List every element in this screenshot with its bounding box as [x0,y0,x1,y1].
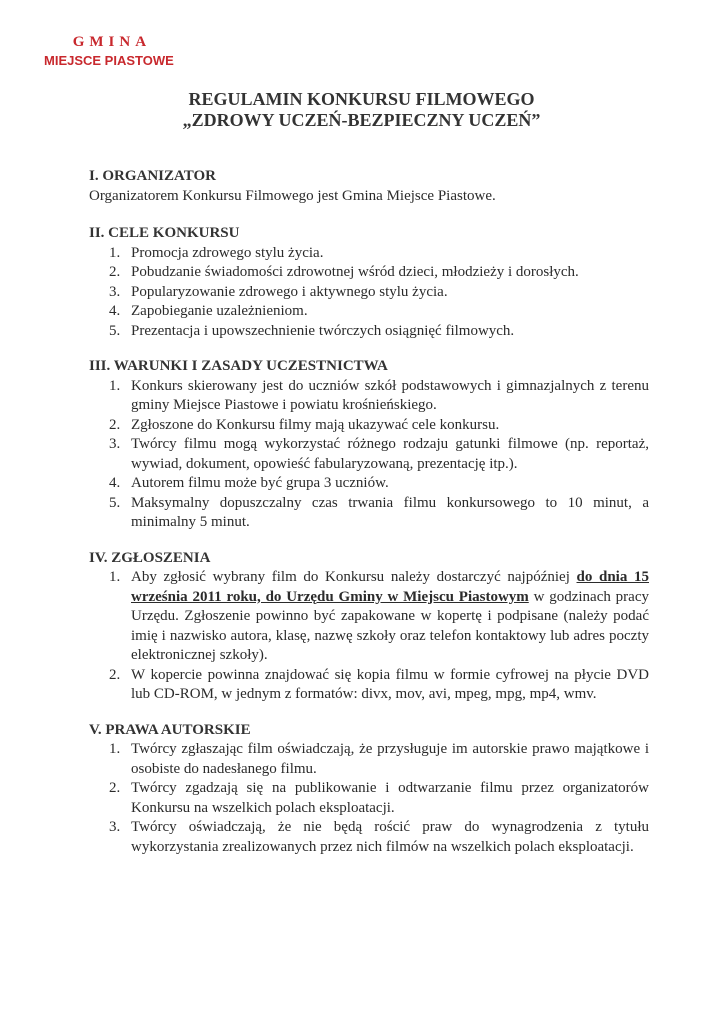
list-item: 5. Maksymalny dopuszczalny czas trwania filmu konkursowego to 10 minut, a minimalny 5 minut. [109,494,649,530]
list-item: 3. Twórcy filmu mogą wykorzystać różnego rodzaju gatunki filmowe (np. reportaż, wywiad, dokument, opowieść fabularyzowaną, prezentację itp.). [109,436,649,472]
deadline-highlight: do dnia 15 września 2011 roku, do Urzędu Gminy w Miejscu Piastowym [131,569,649,605]
stamp-municipality-name: MIEJSCE PIASTOWE [44,53,174,68]
section-organizer-heading: I. ORGANIZATOR [89,168,216,184]
list-item: 2. Zgłoszone do Konkursu filmy mają ukazywać cele konkursu. [109,416,500,433]
regulations-body [89,167,649,857]
list-item: 1. Aby zgłosić wybrany film do Konkursu należy dostarczyć najpóźniej do dnia 15 września 2011 roku, do Urzędu Gminy w Miejscu Piastowym w godzinach pracy Urzędu. Zgłoszenie powinno być zapakowane w kopertę i podpisane (należy podać imię i nazwisko autora, klasę, nazwę szkoły oraz telefon kontaktowy lub adres poczty elektronicznej szkoły). [109,569,649,663]
submissions-list [89,568,649,705]
list-item: 3. Twórcy oświadczają, że nie będą rościć praw do wynagrodzenia z tytułu wykorzystania zrealizowanych przez nich filmów na wszelkich polach eksploatacji. [109,819,649,855]
list-item: 4. Zapobieganie uzależnieniom. [109,303,308,319]
list-item: 1. Twórcy zgłaszając film oświadczają, że przysługuje im autorskie prawo majątkowe i osobiste do nadesłanego filmu. [109,741,649,777]
list-item: 1. Konkurs skierowany jest do uczniów szkół podstawowych i gimnazjalnych z terenu gminy Miejsce Piastowe i powiatu krośnieńskiego. [109,377,649,413]
section-submissions-heading: IV. ZGŁOSZENIA [89,549,211,566]
section-conditions-heading: III. WARUNKI I ZASADY UCZESTNICTWA [89,358,388,374]
municipality-stamp [44,34,174,68]
list-item: 2. Twórcy zgadzają się na publikowanie i odtwarzanie filmu przez organizatorów Konkursu na wszelkich polach eksploatacji. [109,780,649,816]
copyright-list [89,740,649,857]
document-title: REGULAMIN KONKURSU FILMOWEGO [188,89,535,109]
stamp-gmina: GMINA [72,34,152,50]
list-item: 5. Prezentacja i upowszechnienie twórczych osiągnięć filmowych. [109,322,515,339]
document-subtitle: „ZDROWY UCZEŃ-BEZPIECZNY UCZEŃ” [182,110,541,130]
section-copyright-heading: V. PRAWA AUTORSKIE [89,721,251,738]
list-item: 1. Promocja zdrowego stylu życia. [109,244,324,261]
list-item: 3. Popularyzowanie zdrowego i aktywnego stylu życia. [109,283,448,300]
section-goals-heading: II. CELE KONKURSU [89,225,240,241]
list-item: 2. W kopercie powinna znajdować się kopia filmu w formie cyfrowej na płycie DVD lub CD-ROM, w jednym z formatów: divx, mov, avi, mpeg, mpg, mp4, wmv. [109,666,649,702]
goals-list [89,244,649,342]
conditions-list [89,377,649,533]
list-item: 2. Pobudzanie świadomości zdrowotnej wśród dzieci, młodzieży i dorosłych. [109,264,579,280]
organizer-text: Organizatorem Konkursu Filmowego jest Gmina Miejsce Piastowe. [89,187,496,204]
list-item: 4. Autorem filmu może być grupa 3 uczniów. [109,475,389,491]
